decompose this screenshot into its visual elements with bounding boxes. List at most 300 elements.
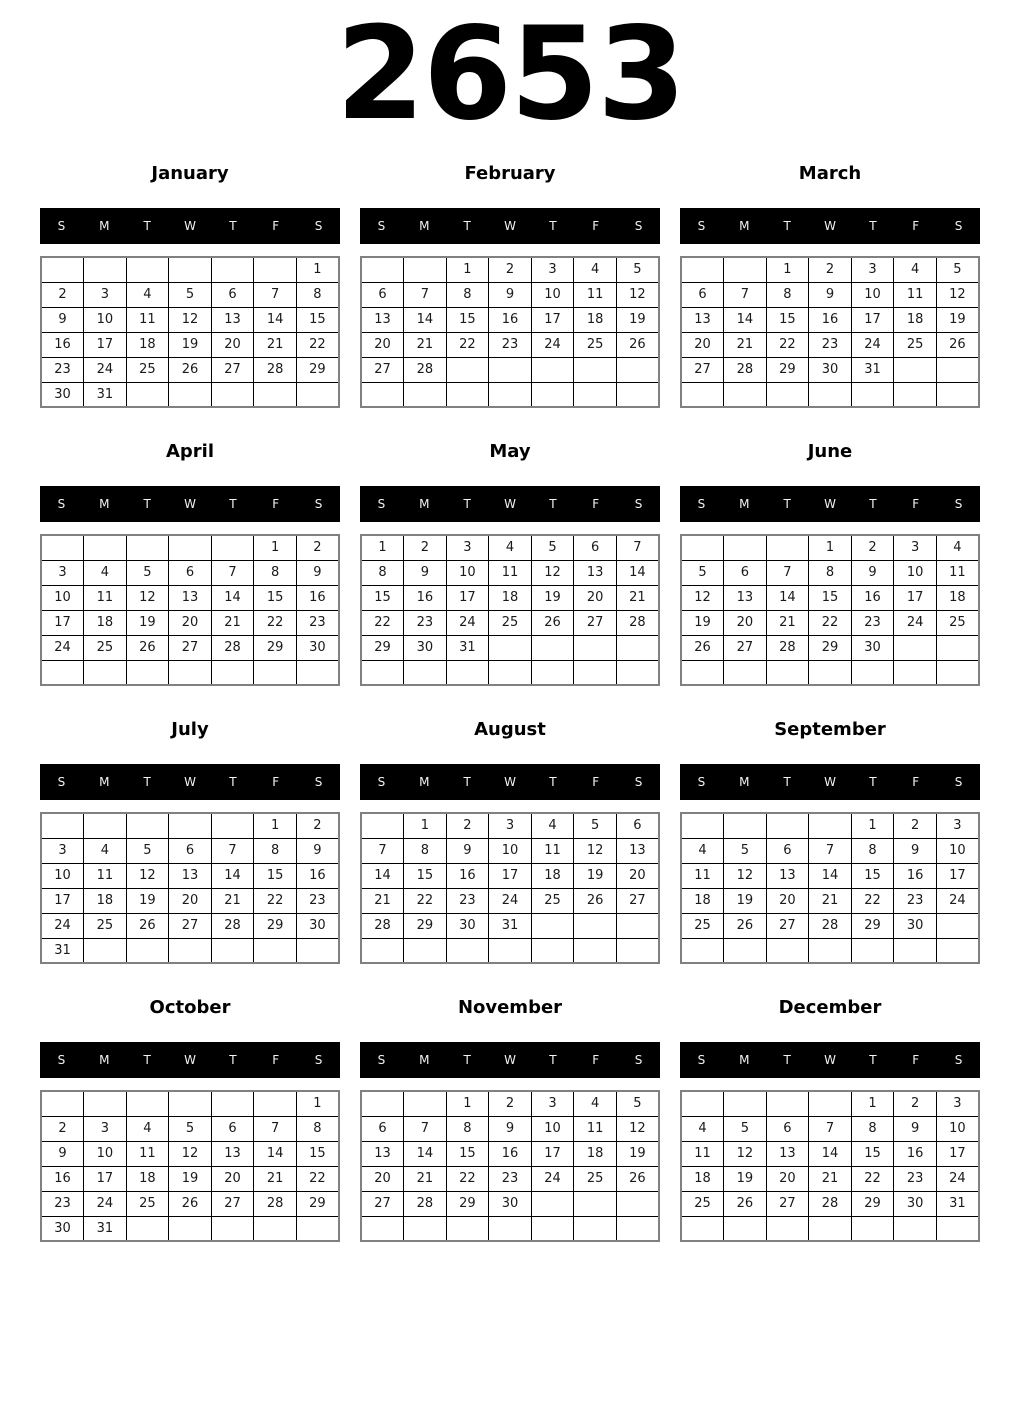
date-cell: 16 (404, 585, 447, 610)
empty-date-cell (724, 1216, 767, 1241)
week-row (41, 1141, 339, 1166)
weekday-label: T (463, 497, 471, 511)
date-cell: 5 (169, 1116, 212, 1141)
empty-date-cell (851, 1216, 894, 1241)
date-cell: 26 (126, 913, 169, 938)
date-cell: 20 (211, 332, 254, 357)
date-cell: 1 (296, 257, 339, 282)
date-cell: 16 (41, 332, 84, 357)
empty-date-cell (574, 660, 617, 685)
date-cell: 12 (126, 863, 169, 888)
date-cell: 26 (936, 332, 979, 357)
date-cell: 30 (851, 635, 894, 660)
weekday-label: S (57, 497, 66, 511)
date-cell: 28 (616, 610, 659, 635)
date-cell: 6 (169, 560, 212, 585)
empty-date-cell (766, 813, 809, 838)
date-cell: 5 (126, 838, 169, 863)
date-cell: 13 (574, 560, 617, 585)
date-cell: 14 (254, 307, 297, 332)
date-cell: 11 (126, 1141, 169, 1166)
date-cell: 20 (766, 1166, 809, 1191)
week-row (361, 1191, 659, 1216)
week-row (361, 282, 659, 307)
date-cell: 11 (574, 282, 617, 307)
date-cell: 6 (681, 282, 724, 307)
date-cell: 17 (489, 863, 532, 888)
week-row (681, 1191, 979, 1216)
date-cell: 31 (84, 1216, 127, 1241)
date-cell: 26 (169, 1191, 212, 1216)
date-cell: 18 (489, 585, 532, 610)
weekday-label: F (272, 1053, 280, 1067)
empty-date-cell (361, 382, 404, 407)
empty-date-cell (446, 660, 489, 685)
date-cell: 9 (446, 838, 489, 863)
weekday-label: T (143, 497, 151, 511)
date-cell: 16 (41, 1166, 84, 1191)
weekday-label: T (143, 775, 151, 789)
week-row (361, 307, 659, 332)
date-cell: 2 (446, 813, 489, 838)
date-cell: 15 (296, 1141, 339, 1166)
date-cell: 11 (574, 1116, 617, 1141)
date-cell: 28 (404, 1191, 447, 1216)
month-july (40, 711, 340, 989)
date-cell: 27 (361, 357, 404, 382)
date-cell: 26 (724, 913, 767, 938)
weekday-label: S (634, 1053, 643, 1067)
date-cell: 28 (809, 913, 852, 938)
empty-date-cell (361, 1216, 404, 1241)
week-row (361, 382, 659, 407)
date-cell: 4 (126, 282, 169, 307)
date-cell: 30 (894, 1191, 937, 1216)
week-row (41, 382, 339, 407)
weekday-label: S (697, 1053, 706, 1067)
date-cell: 28 (211, 913, 254, 938)
date-cell: 7 (254, 282, 297, 307)
date-cell: 16 (809, 307, 852, 332)
empty-date-cell (766, 1216, 809, 1241)
empty-date-cell (531, 1216, 574, 1241)
empty-date-cell (936, 1216, 979, 1241)
empty-date-cell (41, 257, 84, 282)
weekday-label: S (634, 497, 643, 511)
date-cell: 18 (894, 307, 937, 332)
date-cell: 3 (936, 1091, 979, 1116)
empty-date-cell (766, 382, 809, 407)
month-title: September (774, 719, 886, 740)
date-cell: 13 (766, 1141, 809, 1166)
date-cell: 20 (574, 585, 617, 610)
date-cell: 30 (446, 913, 489, 938)
week-row (41, 938, 339, 963)
date-cell: 16 (894, 863, 937, 888)
weekday-label: W (184, 219, 196, 233)
empty-date-cell (361, 813, 404, 838)
date-cell: 4 (126, 1116, 169, 1141)
date-cell: 20 (616, 863, 659, 888)
month-date-grid (680, 1090, 980, 1242)
date-cell: 4 (84, 838, 127, 863)
month-title: May (489, 441, 531, 462)
date-cell: 23 (894, 888, 937, 913)
empty-date-cell (851, 660, 894, 685)
weekday-header-row (360, 764, 660, 800)
date-cell: 19 (531, 585, 574, 610)
week-row (681, 863, 979, 888)
date-cell: 19 (724, 1166, 767, 1191)
date-cell: 19 (126, 888, 169, 913)
weekday-label: M (99, 497, 110, 511)
date-cell: 3 (936, 813, 979, 838)
weekday-label: S (954, 775, 963, 789)
date-cell: 11 (681, 1141, 724, 1166)
date-cell: 8 (446, 282, 489, 307)
date-cell: 22 (296, 1166, 339, 1191)
week-row (41, 1116, 339, 1141)
date-cell: 1 (254, 813, 297, 838)
empty-date-cell (211, 1091, 254, 1116)
date-cell: 1 (766, 257, 809, 282)
date-cell: 28 (404, 357, 447, 382)
date-cell: 2 (894, 1091, 937, 1116)
date-cell: 20 (361, 1166, 404, 1191)
week-row (41, 257, 339, 282)
date-cell: 17 (84, 1166, 127, 1191)
weekday-label: F (592, 219, 600, 233)
empty-date-cell (681, 1216, 724, 1241)
empty-date-cell (489, 660, 532, 685)
date-cell: 6 (361, 1116, 404, 1141)
weekday-label: T (463, 1053, 471, 1067)
date-cell: 19 (681, 610, 724, 635)
date-cell: 4 (574, 1091, 617, 1116)
date-cell: 29 (404, 913, 447, 938)
week-row (361, 610, 659, 635)
weekday-label: W (824, 219, 836, 233)
date-cell: 17 (851, 307, 894, 332)
date-cell: 3 (41, 838, 84, 863)
date-cell: 10 (41, 863, 84, 888)
date-cell: 10 (41, 585, 84, 610)
empty-date-cell (41, 660, 84, 685)
weekday-label: W (504, 775, 516, 789)
date-cell: 15 (361, 585, 404, 610)
weekday-label: F (912, 219, 920, 233)
empty-date-cell (574, 1191, 617, 1216)
date-cell: 29 (851, 913, 894, 938)
week-row (41, 813, 339, 838)
date-cell: 10 (894, 560, 937, 585)
date-cell: 27 (169, 913, 212, 938)
date-cell: 24 (84, 1191, 127, 1216)
date-cell: 10 (936, 1116, 979, 1141)
date-cell: 13 (766, 863, 809, 888)
week-row (681, 307, 979, 332)
week-row (681, 560, 979, 585)
empty-date-cell (254, 1216, 297, 1241)
date-cell: 5 (531, 535, 574, 560)
empty-date-cell (211, 382, 254, 407)
week-row (361, 938, 659, 963)
weekday-label: F (592, 775, 600, 789)
date-cell: 7 (211, 838, 254, 863)
date-cell: 12 (616, 282, 659, 307)
date-cell: 22 (851, 888, 894, 913)
weekday-label: T (549, 1053, 557, 1067)
week-row (361, 838, 659, 863)
empty-date-cell (296, 382, 339, 407)
empty-date-cell (681, 1091, 724, 1116)
date-cell: 21 (724, 332, 767, 357)
empty-date-cell (894, 357, 937, 382)
date-cell: 30 (809, 357, 852, 382)
empty-date-cell (84, 938, 127, 963)
date-cell: 8 (404, 838, 447, 863)
date-cell: 30 (41, 1216, 84, 1241)
date-cell: 13 (361, 1141, 404, 1166)
date-cell: 7 (211, 560, 254, 585)
date-cell: 17 (894, 585, 937, 610)
date-cell: 12 (169, 307, 212, 332)
empty-date-cell (211, 938, 254, 963)
weekday-label: S (314, 775, 323, 789)
empty-date-cell (126, 1091, 169, 1116)
date-cell: 8 (851, 1116, 894, 1141)
week-row (681, 257, 979, 282)
year-title: 2653 (335, 0, 685, 149)
date-cell: 26 (574, 888, 617, 913)
empty-date-cell (404, 257, 447, 282)
date-cell: 31 (936, 1191, 979, 1216)
date-cell: 17 (41, 610, 84, 635)
empty-date-cell (489, 1216, 532, 1241)
date-cell: 12 (574, 838, 617, 863)
weekday-label: T (463, 219, 471, 233)
empty-date-cell (169, 382, 212, 407)
month-january (40, 155, 340, 433)
month-march (680, 155, 980, 433)
date-cell: 17 (936, 1141, 979, 1166)
empty-date-cell (126, 813, 169, 838)
weekday-label: T (783, 497, 791, 511)
empty-date-cell (681, 938, 724, 963)
date-cell: 2 (851, 535, 894, 560)
date-cell: 27 (681, 357, 724, 382)
date-cell: 9 (489, 1116, 532, 1141)
date-cell: 9 (894, 1116, 937, 1141)
empty-date-cell (296, 1216, 339, 1241)
empty-date-cell (531, 635, 574, 660)
empty-date-cell (169, 660, 212, 685)
empty-date-cell (254, 938, 297, 963)
week-row (361, 1116, 659, 1141)
empty-date-cell (531, 913, 574, 938)
week-row (41, 535, 339, 560)
date-cell: 18 (84, 888, 127, 913)
weekday-label: F (272, 219, 280, 233)
empty-date-cell (766, 535, 809, 560)
weekday-label: S (697, 497, 706, 511)
week-row (361, 1166, 659, 1191)
month-date-grid (40, 534, 340, 686)
date-cell: 3 (531, 1091, 574, 1116)
month-date-grid (40, 812, 340, 964)
empty-date-cell (169, 938, 212, 963)
month-date-grid (360, 534, 660, 686)
date-cell: 6 (724, 560, 767, 585)
week-row (361, 913, 659, 938)
date-cell: 22 (254, 610, 297, 635)
week-row (681, 332, 979, 357)
weekday-label: S (377, 1053, 386, 1067)
week-row (361, 635, 659, 660)
week-row (681, 357, 979, 382)
date-cell: 30 (894, 913, 937, 938)
date-cell: 21 (766, 610, 809, 635)
week-row (681, 660, 979, 685)
empty-date-cell (446, 382, 489, 407)
date-cell: 5 (724, 1116, 767, 1141)
date-cell: 23 (296, 610, 339, 635)
empty-date-cell (724, 813, 767, 838)
date-cell: 18 (681, 1166, 724, 1191)
empty-date-cell (531, 938, 574, 963)
week-row (41, 913, 339, 938)
date-cell: 25 (126, 357, 169, 382)
date-cell: 16 (446, 863, 489, 888)
week-row (681, 838, 979, 863)
weekday-label: M (739, 219, 750, 233)
date-cell: 23 (296, 888, 339, 913)
empty-date-cell (809, 813, 852, 838)
date-cell: 31 (851, 357, 894, 382)
empty-date-cell (169, 1216, 212, 1241)
date-cell: 5 (936, 257, 979, 282)
week-row (41, 585, 339, 610)
date-cell: 30 (296, 913, 339, 938)
empty-date-cell (766, 660, 809, 685)
weekday-header-row (40, 486, 340, 522)
empty-date-cell (126, 660, 169, 685)
date-cell: 9 (894, 838, 937, 863)
date-cell: 28 (724, 357, 767, 382)
weekday-label: S (57, 1053, 66, 1067)
date-cell: 17 (936, 863, 979, 888)
date-cell: 17 (84, 332, 127, 357)
date-cell: 31 (84, 382, 127, 407)
date-cell: 10 (489, 838, 532, 863)
date-cell: 24 (41, 635, 84, 660)
date-cell: 15 (766, 307, 809, 332)
date-cell: 2 (296, 813, 339, 838)
date-cell: 27 (211, 357, 254, 382)
week-row (681, 913, 979, 938)
empty-date-cell (361, 1091, 404, 1116)
date-cell: 23 (851, 610, 894, 635)
date-cell: 14 (404, 1141, 447, 1166)
date-cell: 24 (84, 357, 127, 382)
month-august (360, 711, 660, 989)
date-cell: 13 (211, 1141, 254, 1166)
week-row (361, 813, 659, 838)
week-row (681, 382, 979, 407)
week-row (41, 1191, 339, 1216)
empty-date-cell (404, 938, 447, 963)
date-cell: 26 (531, 610, 574, 635)
date-cell: 24 (41, 913, 84, 938)
month-title: April (165, 441, 215, 462)
weekday-label: T (869, 1053, 877, 1067)
date-cell: 2 (489, 257, 532, 282)
date-cell: 11 (84, 585, 127, 610)
empty-date-cell (574, 938, 617, 963)
date-cell: 30 (296, 635, 339, 660)
date-cell: 17 (531, 1141, 574, 1166)
week-row (361, 1091, 659, 1116)
date-cell: 20 (169, 610, 212, 635)
date-cell: 16 (296, 585, 339, 610)
date-cell: 12 (681, 585, 724, 610)
empty-date-cell (84, 813, 127, 838)
date-cell: 7 (809, 838, 852, 863)
date-cell: 29 (361, 635, 404, 660)
weekday-label: F (912, 775, 920, 789)
empty-date-cell (851, 938, 894, 963)
date-cell: 13 (169, 863, 212, 888)
empty-date-cell (169, 535, 212, 560)
empty-date-cell (724, 535, 767, 560)
date-cell: 12 (169, 1141, 212, 1166)
date-cell: 18 (681, 888, 724, 913)
date-cell: 7 (254, 1116, 297, 1141)
date-cell: 6 (169, 838, 212, 863)
date-cell: 30 (404, 635, 447, 660)
date-cell: 11 (936, 560, 979, 585)
date-cell: 9 (296, 838, 339, 863)
date-cell: 15 (809, 585, 852, 610)
date-cell: 31 (446, 635, 489, 660)
date-cell: 14 (724, 307, 767, 332)
date-cell: 10 (531, 282, 574, 307)
weekday-label: T (463, 775, 471, 789)
empty-date-cell (809, 938, 852, 963)
date-cell: 25 (84, 913, 127, 938)
week-row (681, 1116, 979, 1141)
weekday-label: T (783, 219, 791, 233)
month-september (680, 711, 980, 989)
empty-date-cell (809, 660, 852, 685)
date-cell: 19 (574, 863, 617, 888)
date-cell: 4 (489, 535, 532, 560)
date-cell: 3 (894, 535, 937, 560)
empty-date-cell (724, 1091, 767, 1116)
empty-date-cell (894, 938, 937, 963)
weekday-label: S (954, 1053, 963, 1067)
weekday-header-row (360, 486, 660, 522)
empty-date-cell (936, 635, 979, 660)
date-cell: 13 (169, 585, 212, 610)
date-cell: 6 (766, 838, 809, 863)
date-cell: 24 (936, 1166, 979, 1191)
date-cell: 14 (404, 307, 447, 332)
date-cell: 7 (766, 560, 809, 585)
empty-date-cell (254, 382, 297, 407)
date-cell: 8 (446, 1116, 489, 1141)
date-cell: 25 (574, 1166, 617, 1191)
